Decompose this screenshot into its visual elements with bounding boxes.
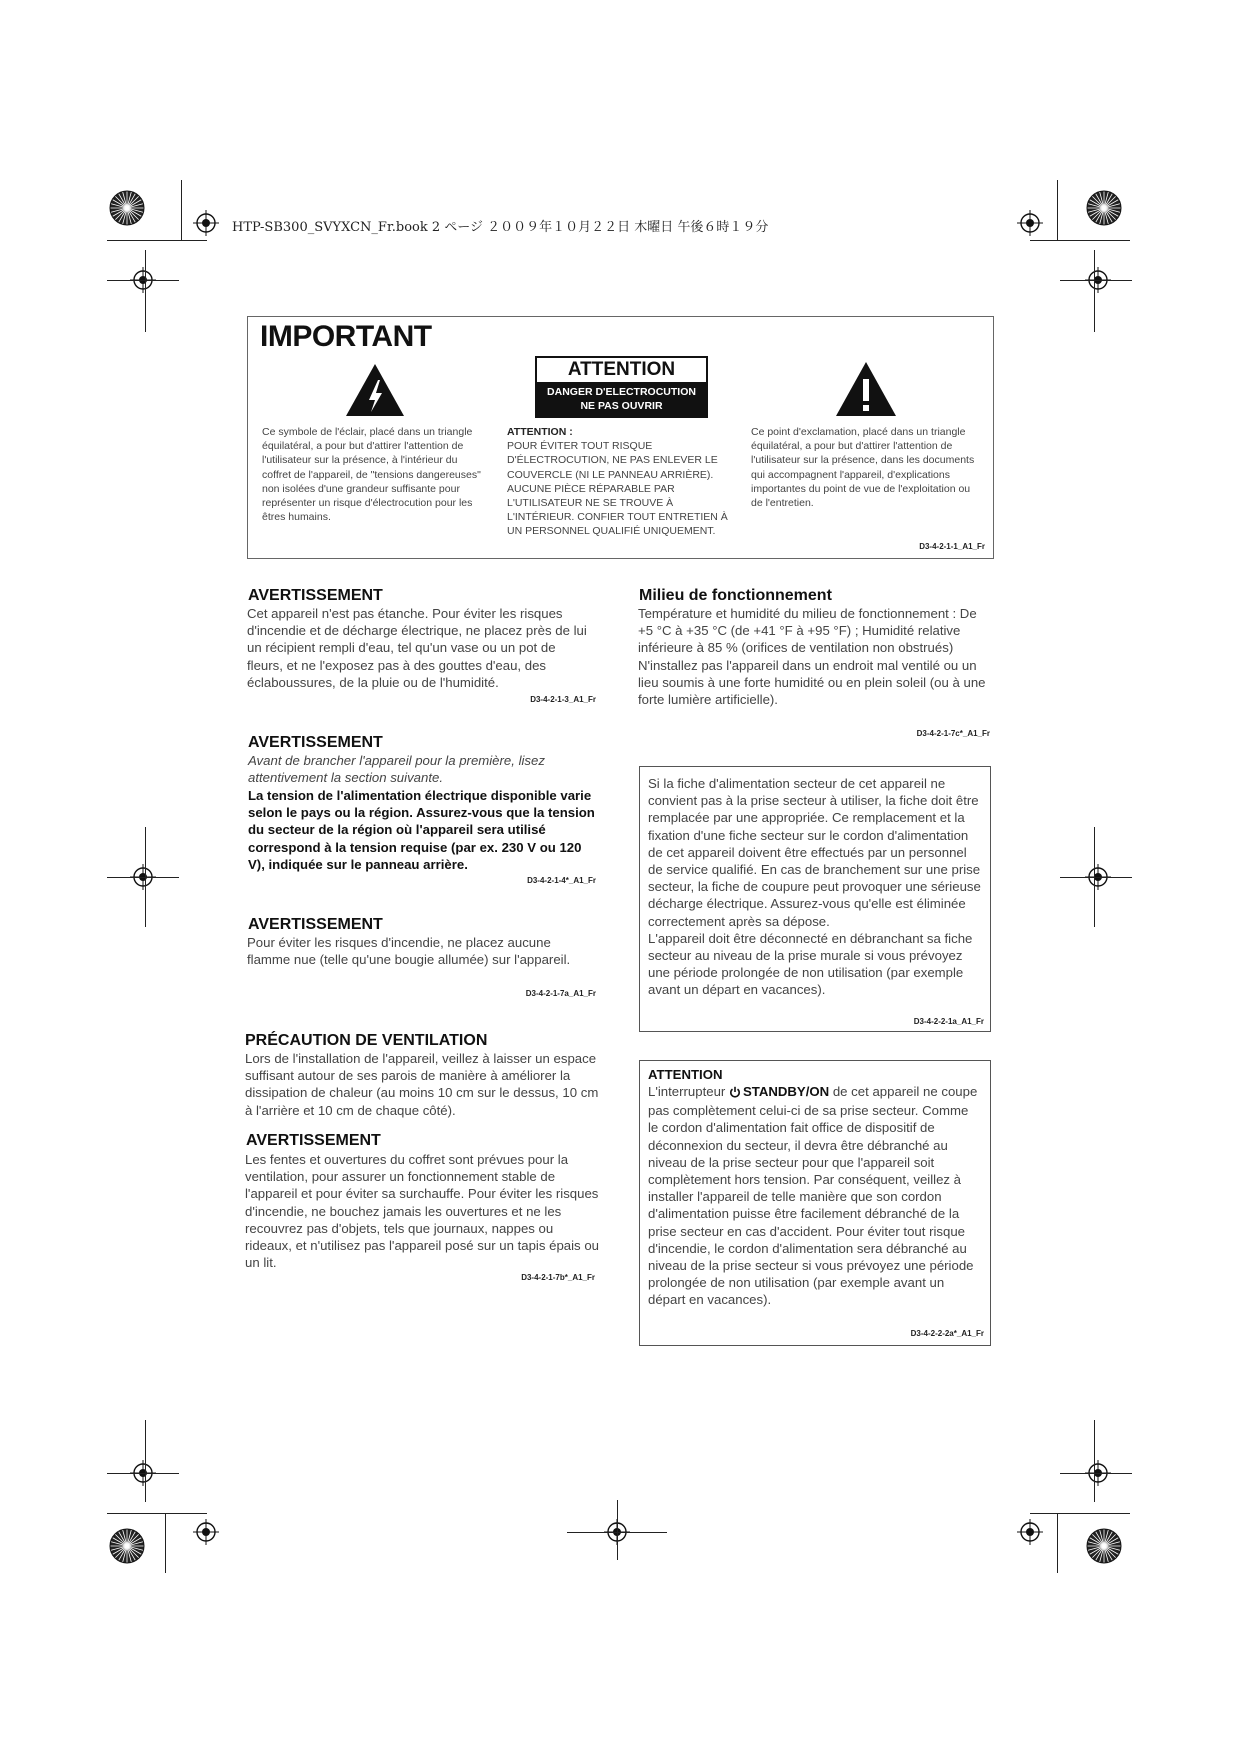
milieu-title: Milieu de fonctionnement (639, 587, 832, 604)
important-title: IMPORTANT (260, 320, 432, 353)
color-target-icon (107, 188, 147, 228)
avertissement-text-3: Pour éviter les risques d'incendie, ne placez aucune flamme nue (telle qu'une bougie allumée) sur l'appareil. (247, 935, 571, 968)
avertissement-text-5: Les fentes et ouvertures du coffret sont prévues pour la ventilation, pour assurer un fonctionnement stable de l'appareil et pour éviter sa surchauffe. Pour éviter les risques d'incendie, ne bouchez jamais les ouvertures et ne les recouvrez pas d'objets, tels que journaux, nappes ou rideaux, et n'utilisez pas l'appareil posé sur un tapis épais ou un lit. (245, 1152, 599, 1271)
attention-box-pre: L'interrupteur (648, 1084, 729, 1099)
registration-mark-icon (193, 210, 219, 236)
crop-line (1060, 877, 1132, 878)
crop-line (145, 250, 146, 332)
avertissement-code-2: D3-4-2-1-4*_A1_Fr (527, 876, 596, 885)
crop-line (1094, 250, 1095, 332)
crop-line (1030, 1513, 1130, 1514)
lightning-description: Ce symbole de l'éclair, placé dans un triangle équilatéral, a pour but d'attirer l'attention de l'utilisateur sur la présence, à l'intérieur du coffret de l'appareil, de "tensions dangereuses" non isolées d'une grandeur suffisante pour représenter un risque d'électrocution pour les êtres humains. (262, 426, 481, 524)
avertissement-italic-2: Avant de brancher l'appareil pour la première, lisez attentivement la section suivante. (248, 753, 545, 786)
attention-box-title: ATTENTION (648, 1067, 723, 1082)
avertissement-code-5: D3-4-2-1-7b*_A1_Fr (521, 1273, 595, 1282)
avertissement-title-5: AVERTISSEMENT (246, 1132, 381, 1149)
attention-box-post: de cet appareil ne coupe pas complètement celui-ci de sa prise secteur. Comme le cordon d'alimentation fait office de dispositif de déconnexion du secteur, il devra être débranché au niveau de la prise secteur pour que l'appareil soit complètement hors tension. Par conséquent, veillez à installer l'appareil de telle manière que son cordon d'alimentation puisse être facilement débranché de la prise secteur en cas d'accident. Pour éviter tout risque d'incendie, le cordon d'alimentation sera débranché au niveau de la prise secteur si vous prévoyez une période prolongée de non utilisation (par exemple avant un départ en vacances). (648, 1084, 978, 1308)
attention-box (639, 1060, 991, 1346)
avertissement-bold-2: La tension de l'alimentation électrique disponible varie selon le pays ou la région. Assurez-vous que la tension du secteur de la région où l'appareil sera utilisé correspond à la tension requise (par ex. 230 V ou 120 V), indiquée sur le panneau arrière. (248, 788, 595, 872)
attention-text: POUR ÉVITER TOUT RISQUE D'ÉLECTROCUTION, NE PAS ENLEVER LE COUVERCLE (NI LE PANNEAU ARRIÈRE). AUCUNE PIÈCE RÉPARABLE PAR L'UTILISATEUR NE SE TROUVE À L'INTÉRIEUR. CONFIER TOUT ENTRETIEN À UN PERSONNEL QUALIFIÉ UNIQUEMENT. (507, 440, 728, 538)
attention-label-box (535, 356, 708, 418)
crop-line (1030, 240, 1130, 241)
ventilation-title: PRÉCAUTION DE VENTILATION (245, 1032, 488, 1049)
power-icon (729, 1085, 741, 1102)
milieu-text: Température et humidité du milieu de fonctionnement : De +5 °C à +35 °C (de +41 °F à +95 °F) ; Humidité relative inférieure à 85 % (orifices de ventilation non obstrués) N'installez pas l'appareil dans un endroit mal ventilé ou un lieu soumis à une forte humidité ou en plein soleil (ou à une forte lumière artificielle). (638, 606, 986, 708)
exclamation-description: Ce point d'exclamation, placé dans un triangle équilatéral, a pour but d'attirer l'attention de l'utilisateur sur la présence, dans les documents qui accompagnent l'appareil, d'explications importantes du point de vue de l'exploitation ou de l'entretien. (751, 426, 975, 510)
crop-line (107, 877, 179, 878)
avertissement-title-2: AVERTISSEMENT (248, 734, 383, 751)
print-header: HTP-SB300_SVYXCN_Fr.book 2 ページ ２００９年１０月２２日 木曜日 午後６時１９分 (232, 220, 769, 235)
crop-line (1060, 280, 1132, 281)
crop-line (107, 1513, 207, 1514)
crop-line (165, 1513, 166, 1573)
crop-line (1057, 1513, 1058, 1573)
attention-box-code: D3-4-2-2-2a*_A1_Fr (910, 1329, 984, 1338)
important-code: D3-4-2-1-1_A1_Fr (919, 542, 985, 551)
registration-mark-icon (1017, 1519, 1043, 1545)
color-target-icon (107, 1526, 147, 1566)
crop-line (107, 1473, 179, 1474)
avertissement-title-3: AVERTISSEMENT (248, 916, 383, 933)
plug-notice-text: Si la fiche d'alimentation secteur de cet appareil ne convient pas à la prise secteur à utiliser, la fiche doit être remplacée par une appropriée. Ce remplacement et la fixation d'une fiche secteur sur le cordon d'alimentation de cet appareil doivent être effectués par un personnel de service qualifié. En cas de branchement sur une prise secteur, la fiche de coupure peut provoquer une sérieuse décharge électrique. Assurez-vous qu'elle est éliminée correctement après sa dépose. L'appareil doit être déconnecté en débranchant sa fiche secteur au niveau de la prise murale si vous prévoyez une période prolongée de non utilisation (par exemple avant un départ en vacances). (648, 776, 981, 998)
crop-line (1060, 1473, 1132, 1474)
crop-line (617, 1500, 618, 1560)
crop-line (1094, 1420, 1095, 1502)
attention-heading: ATTENTION : (507, 426, 573, 438)
avertissement-code-1: D3-4-2-1-3_A1_Fr (530, 695, 596, 704)
color-target-icon (1084, 188, 1124, 228)
plug-notice-box (639, 766, 991, 1032)
lightning-triangle-icon (344, 362, 406, 423)
exclamation-triangle-icon (834, 360, 898, 423)
attention-warning: DANGER D'ELECTROCUTION NE PAS OUVRIR (537, 382, 706, 416)
avertissement-code-3: D3-4-2-1-7a_A1_Fr (525, 989, 596, 998)
standby-on-label: STANDBY/ON (742, 1084, 830, 1099)
attention-label: ATTENTION (537, 358, 706, 382)
milieu-code: D3-4-2-1-7c*_A1_Fr (916, 729, 990, 738)
ventilation-text: Lors de l'installation de l'appareil, veillez à laisser un espace suffisant autour de ses parois de manière à améliorer la dissipation de chaleur (au moins 10 cm sur le dessus, 10 cm à l'arrière et 10 cm de chaque côté). (245, 1051, 599, 1118)
registration-mark-icon (1017, 210, 1043, 236)
attention-box-text (648, 1083, 982, 1309)
avertissement-text-1: Cet appareil n'est pas étanche. Pour éviter les risques d'incendie et de décharge électrique, ne placez près de lui un récipient rempli d'eau, tel qu'un vase ou un pot de fleurs, et ne l'exposez pas à des gouttes d'eau, des éclaboussures, de la pluie ou de l'humidité. (247, 606, 587, 690)
crop-line (145, 1420, 146, 1502)
crop-line (1057, 180, 1058, 240)
registration-mark-icon (193, 1519, 219, 1545)
crop-line (107, 280, 179, 281)
avertissement-title-1: AVERTISSEMENT (248, 587, 383, 604)
plug-notice-code: D3-4-2-2-1a_A1_Fr (913, 1017, 984, 1026)
color-target-icon (1084, 1526, 1124, 1566)
crop-line (107, 240, 207, 241)
crop-line (181, 180, 182, 240)
